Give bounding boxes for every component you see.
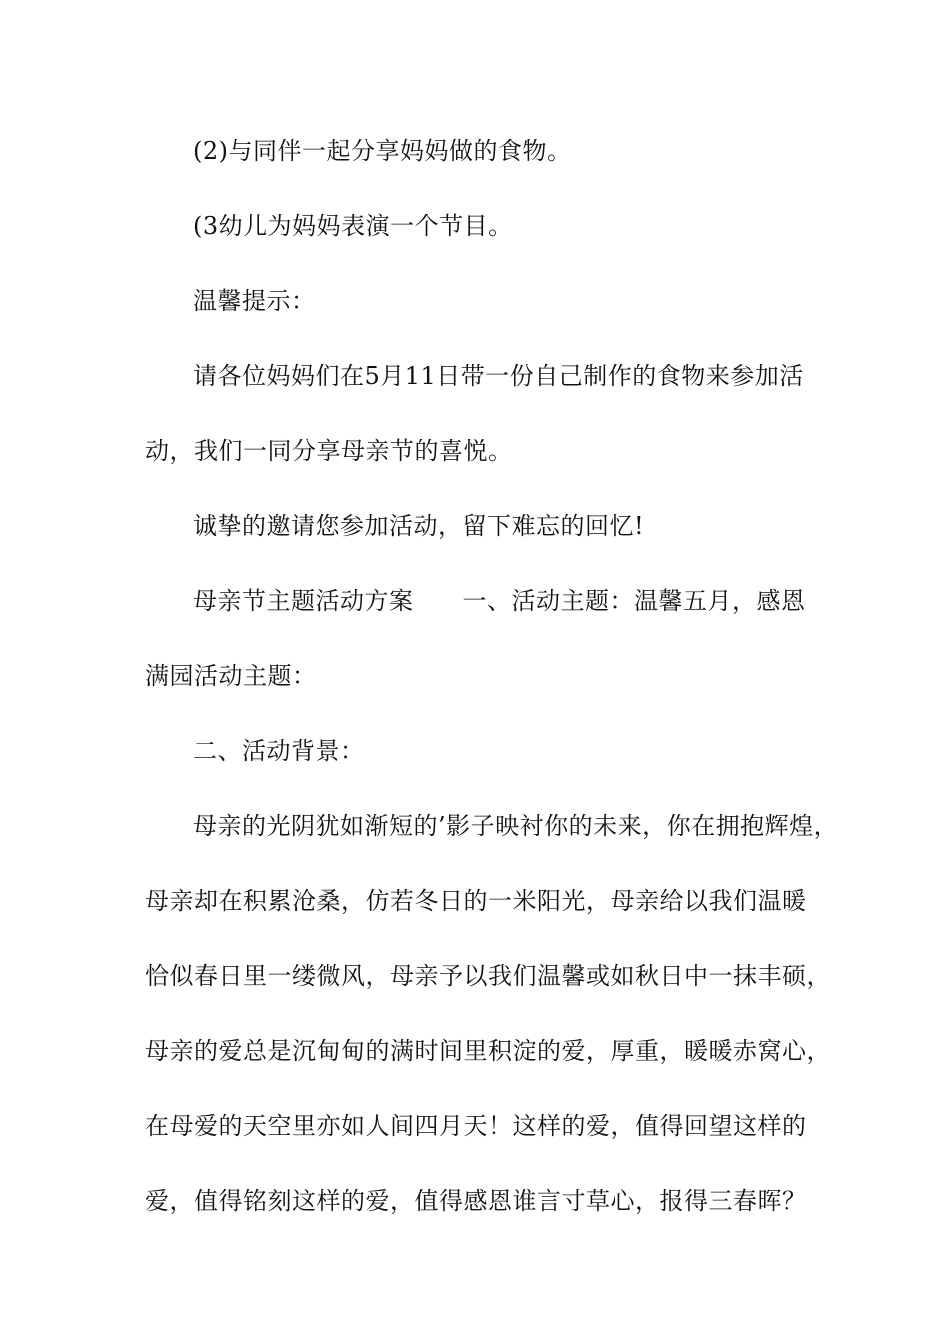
text-line-8: 满园活动主题： [145,662,317,690]
text-line-15: 爱，值得铭刻这样的爱，值得感恩谁言寸草心，报得三春晖？ [145,1187,807,1215]
text-line-10: 母亲的光阴犹如渐短的’影子映衬你的未来，你在拥抱辉煌， [193,812,839,840]
text-line-9: 二、活动背景： [193,737,365,765]
text-line-6: 诚挚的邀请您参加活动，留下难忘的回忆! [193,512,645,540]
text-line-1: (2)与同伴一起分享妈妈做的食物。 [193,137,572,165]
text-line-2: (3幼儿为妈妈表演一个节目。 [193,212,513,240]
text-line-5: 动，我们一同分享母亲节的喜悦。 [145,437,513,465]
text-line-4: 请各位妈妈们在5月11日带一份自己制作的食物来参加活 [193,362,804,390]
text-line-11: 母亲却在积累沧桑，仿若冬日的一米阳光，母亲给以我们温暖 [145,887,807,915]
text-line-12: 恰似春日里一缕微风，母亲予以我们温馨或如秋日中一抹丰硕， [145,962,831,990]
text-line-14: 在母爱的天空里亦如人间四月天！这样的爱，值得回望这样的 [145,1112,807,1140]
text-line-3: 温馨提示： [193,287,316,315]
text-line-7: 母亲节主题活动方案 一、活动主题：温馨五月，感恩 [193,587,806,615]
text-line-13: 母亲的爱总是沉甸甸的满时间里积淀的爱，厚重，暖暖赤窝心， [145,1037,831,1065]
